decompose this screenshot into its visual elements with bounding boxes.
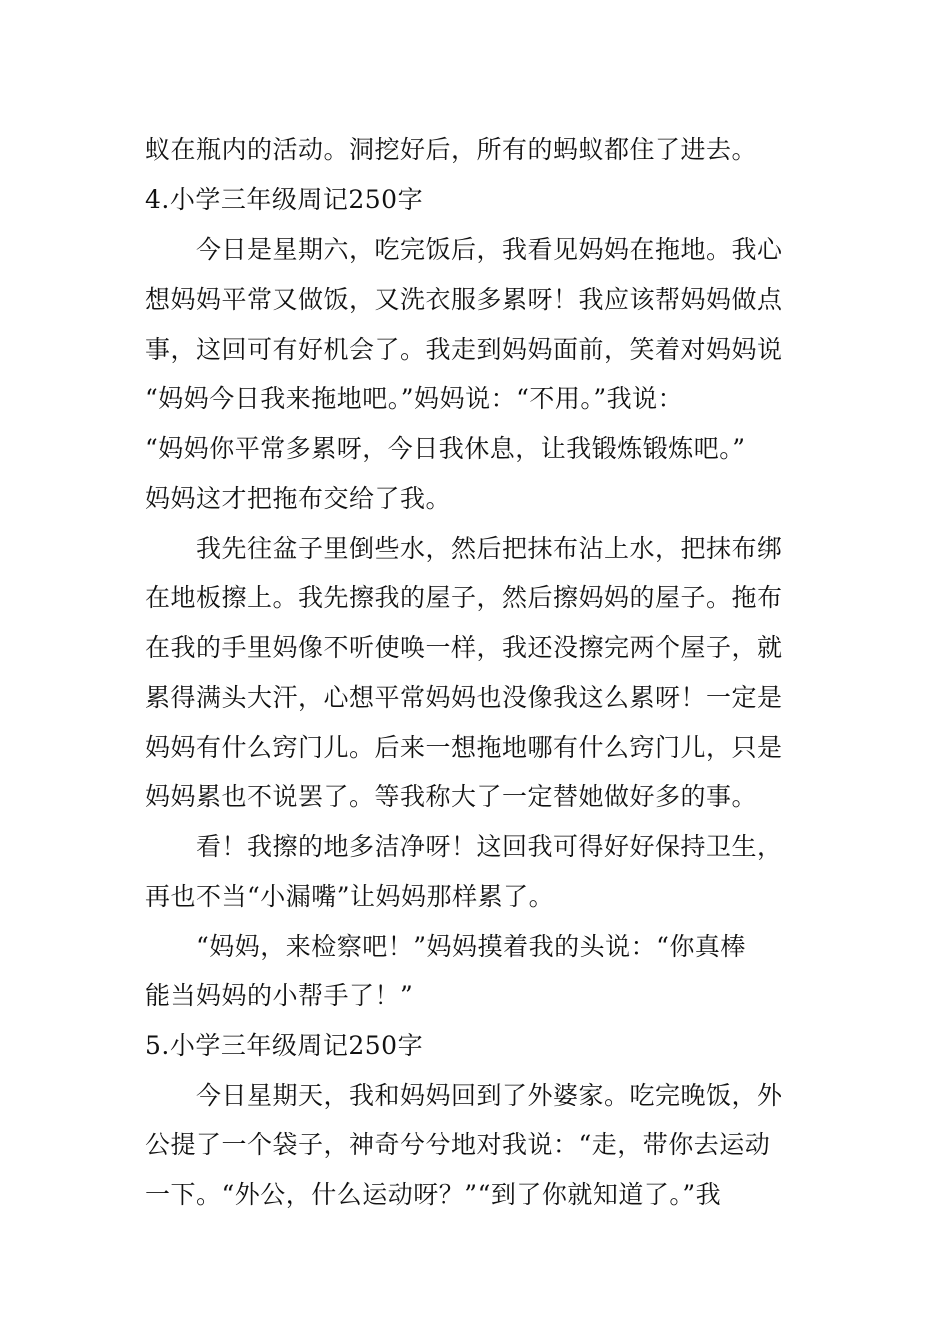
- text-line: 一下。“外公，什么运动呀？”“到了你就知道了。”我: [145, 1180, 722, 1209]
- text-line: 在我的手里妈像不听使唤一样，我还没擦完两个屋子，就: [145, 633, 783, 662]
- text-line: “妈妈你平常多累呀，今日我休息，让我锻炼锻炼吧。”: [145, 434, 746, 463]
- text-line: 我先往盆子里倒些水，然后把抹布沾上水，把抹布绑: [196, 534, 783, 563]
- text-line: “妈妈今日我来拖地吧。”妈妈说：“不用。”我说：: [145, 384, 684, 413]
- text-line: 今日是星期六，吃完饭后，我看见妈妈在拖地。我心: [196, 235, 783, 264]
- text-line: 蚁在瓶内的活动。洞挖好后，所有的蚂蚁都住了进去。: [145, 135, 758, 164]
- text-line: 事，这回可有好机会了。我走到妈妈面前，笑着对妈妈说: [145, 335, 783, 364]
- text-line: 在地板擦上。我先擦我的屋子，然后擦妈妈的屋子。拖布: [145, 583, 783, 612]
- section-heading: 4.小学三年级周记250字: [145, 185, 424, 214]
- text-line: 再也不当“小漏嘴”让妈妈那样累了。: [145, 882, 555, 911]
- text-line: 能当妈妈的小帮手了！”: [145, 981, 414, 1010]
- section-heading: 5.小学三年级周记250字: [145, 1031, 424, 1060]
- text-line: 妈妈这才把拖布交给了我。: [145, 484, 452, 513]
- text-line: 今日星期天，我和妈妈回到了外婆家。吃完晚饭，外: [196, 1081, 783, 1110]
- text-line: 想妈妈平常又做饭，又洗衣服多累呀！我应该帮妈妈做点: [145, 285, 783, 314]
- text-line: 妈妈累也不说罢了。等我称大了一定替她做好多的事。: [145, 782, 758, 811]
- text-line: 看！我擦的地多洁净呀！这回我可得好好保持卫生，: [196, 832, 783, 861]
- text-line: 公提了一个袋子，神奇兮兮地对我说：“走，带你去运动: [145, 1130, 771, 1159]
- text-line: 妈妈有什么窍门儿。后来一想拖地哪有什么窍门儿，只是: [145, 733, 783, 762]
- text-line: 累得满头大汗，心想平常妈妈也没像我这么累呀！一定是: [145, 683, 783, 712]
- text-line: “妈妈，来检察吧！”妈妈摸着我的头说：“你真棒: [196, 932, 746, 961]
